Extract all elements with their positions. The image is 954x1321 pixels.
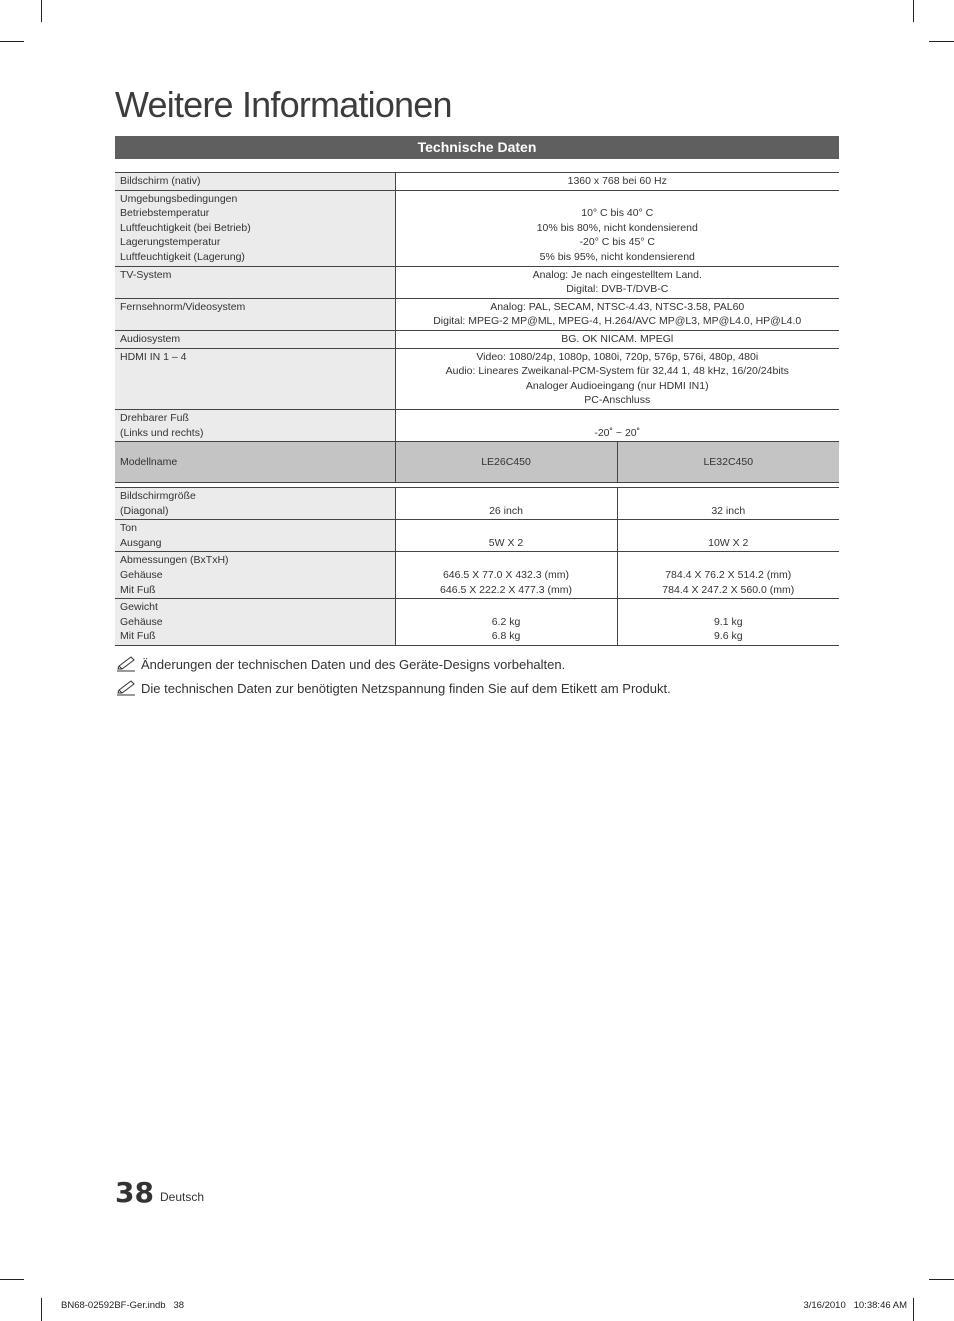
model-header-row [115,442,839,483]
crop-mark [0,1279,24,1280]
spec-value-cell [617,520,839,552]
pencil-icon [115,655,139,673]
cell-line: 5W X 2 [488,536,524,549]
table-row [115,298,839,330]
cell-line: Betriebstemperatur [120,207,210,220]
table-row [115,190,839,266]
cell-line: 26 inch [489,504,523,517]
cell-line: Drehbarer Fuß [120,411,189,424]
spec-value-cell [395,330,839,348]
spec-value-cell [395,266,839,298]
cell-line: Umgebungsbedingungen [120,192,238,205]
footer-file: BN68-02592BF-Ger.indb 38 [61,1300,185,1311]
cell-line: Fernsehnorm/Videosystem [120,300,246,313]
cell-line: TV-System [120,268,172,281]
table-row [115,488,839,520]
cell-line: Bildschirmgröße [120,490,196,503]
crop-mark [929,1279,954,1280]
spec-label-cell [115,330,395,348]
model-name-cell: LE26C450 [395,442,617,483]
cell-line: 9.6 kg [713,630,743,643]
footer-timestamp: 3/16/2010 10:38:46 AM [803,1300,907,1311]
cell-line: 1360 x 768 bei 60 Hz [567,175,667,187]
table-row [115,330,839,348]
cell-line: PC-Anschluss [584,394,651,407]
cell-line: Digital: MPEG-2 MP@ML, MPEG-4, H.264/AVC MP@L3, MP@L4.0, HP@L4.0 [433,315,802,328]
spec-label-cell [115,173,395,191]
note-item [115,656,855,680]
crop-mark [913,0,914,22]
spec-value-cell [395,298,839,330]
cell-line: 6.8 kg [491,630,521,643]
page-number: 38 [115,1176,154,1209]
cell-line: Analog: Je nach eingestelltem Land. [532,268,702,281]
cell-line: 10° C bis 40° C [581,207,654,220]
note-item [115,680,855,704]
cell-line: Ton [120,522,137,535]
cell-line: 5% bis 95%, nicht kondensierend [539,250,695,263]
table-row [115,173,839,191]
section-header: Technische Daten [115,136,839,159]
table-row [115,348,839,409]
cell-line: 10% bis 80%, nicht kondensierend [536,221,698,234]
spec-label-cell [115,266,395,298]
page-title: Weitere Informationen [115,84,452,125]
cell-line: Digital: DVB-T/DVB-C [566,283,669,296]
spec-value-cell [395,599,617,646]
cell-line: 784.4 X 76.2 X 514.2 (mm) [665,569,792,582]
crop-mark [41,1298,42,1321]
spec-value-cell [395,348,839,409]
spec-label-cell [115,520,395,552]
cell-line: Bildschirm (nativ) [120,175,201,187]
cell-line: Gehäuse [120,615,163,628]
cell-line: Gehäuse [120,569,163,582]
spec-label-cell [115,599,395,646]
spec-table-body [115,173,839,646]
spec-label-cell [115,488,395,520]
cell-line: BG. OK NICAM. MPEGl [561,332,674,345]
cell-line: 646.5 X 222.2 X 477.3 (mm) [440,583,572,596]
spec-value-cell [395,552,617,599]
cell-line: Analog: PAL, SECAM, NTSC-4.43, NTSC-3.58, PAL60 [490,300,745,313]
crop-mark [929,41,954,42]
spec-value-cell [617,488,839,520]
cell-line: Gewicht [120,601,158,614]
pencil-icon [115,679,139,697]
cell-line: Analoger Audioeingang (nur HDMI IN1) [525,379,709,392]
cell-line: Ausgang [120,536,162,549]
spec-label-cell [115,409,395,441]
cell-line: 6.2 kg [491,615,521,628]
crop-mark [41,0,42,22]
spec-value-cell [617,599,839,646]
cell-line: Video: 1080/24p, 1080p, 1080i, 720p, 576p, 576i, 480p, 480i [476,350,759,363]
spec-value-cell [395,190,839,266]
table-row [115,520,839,552]
spec-label-cell [115,348,395,409]
table-row [115,599,839,646]
spec-value-cell [395,520,617,552]
cell-line: 9.1 kg [713,615,743,628]
cell-line: Audio: Lineares Zweikanal-PCM-System für 32,44 1, 48 kHz, 16/20/24bits [445,365,789,378]
spec-table [115,172,839,646]
crop-mark [0,41,24,42]
cell-line: Abmessungen (BxTxH) [120,554,229,567]
notes [115,656,855,704]
cell-line: -20° C bis 45° C [579,236,655,249]
cell-line: (Diagonal) [120,504,169,517]
cell-line: 32 inch [711,504,746,517]
cell-line: 784.4 X 247.2 X 560.0 (mm) [662,583,795,596]
cell-line: 646.5 X 77.0 X 432.3 (mm) [442,569,570,582]
cell-line: Audiosystem [120,332,181,345]
cell-line: Luftfeuchtigkeit (bei Betrieb) [120,221,251,234]
table-row [115,409,839,441]
model-name-label: Modellname [115,442,395,483]
spec-label-cell [115,552,395,599]
crop-mark [913,1298,914,1321]
spec-label-cell [115,298,395,330]
table-row [115,266,839,298]
spec-value-cell [395,488,617,520]
spec-value-cell [617,552,839,599]
model-name-cell: LE32C450 [617,442,839,483]
spec-value-cell [395,409,839,441]
cell-line: 10W X 2 [708,536,749,549]
cell-line: Mit Fuß [120,583,156,596]
cell-line: -20˚ ~ 20˚ [594,426,641,439]
table-row [115,552,839,599]
spec-label-cell [115,190,395,266]
cell-line: Luftfeuchtigkeit (Lagerung) [120,250,245,263]
spec-value-cell [395,173,839,191]
note-text: Änderungen der technischen Daten und des Geräte-Designs vorbehalten. [141,657,566,672]
cell-line: Mit Fuß [120,630,156,643]
note-text: Die technischen Daten zur benötigten Netzspannung finden Sie auf dem Etikett am Produkt. [141,681,671,696]
cell-line: HDMI IN 1 – 4 [120,350,187,363]
cell-line: Lagerungstemperatur [120,236,221,249]
cell-line: (Links und rechts) [120,426,204,439]
page-language: Deutsch [160,1190,205,1204]
